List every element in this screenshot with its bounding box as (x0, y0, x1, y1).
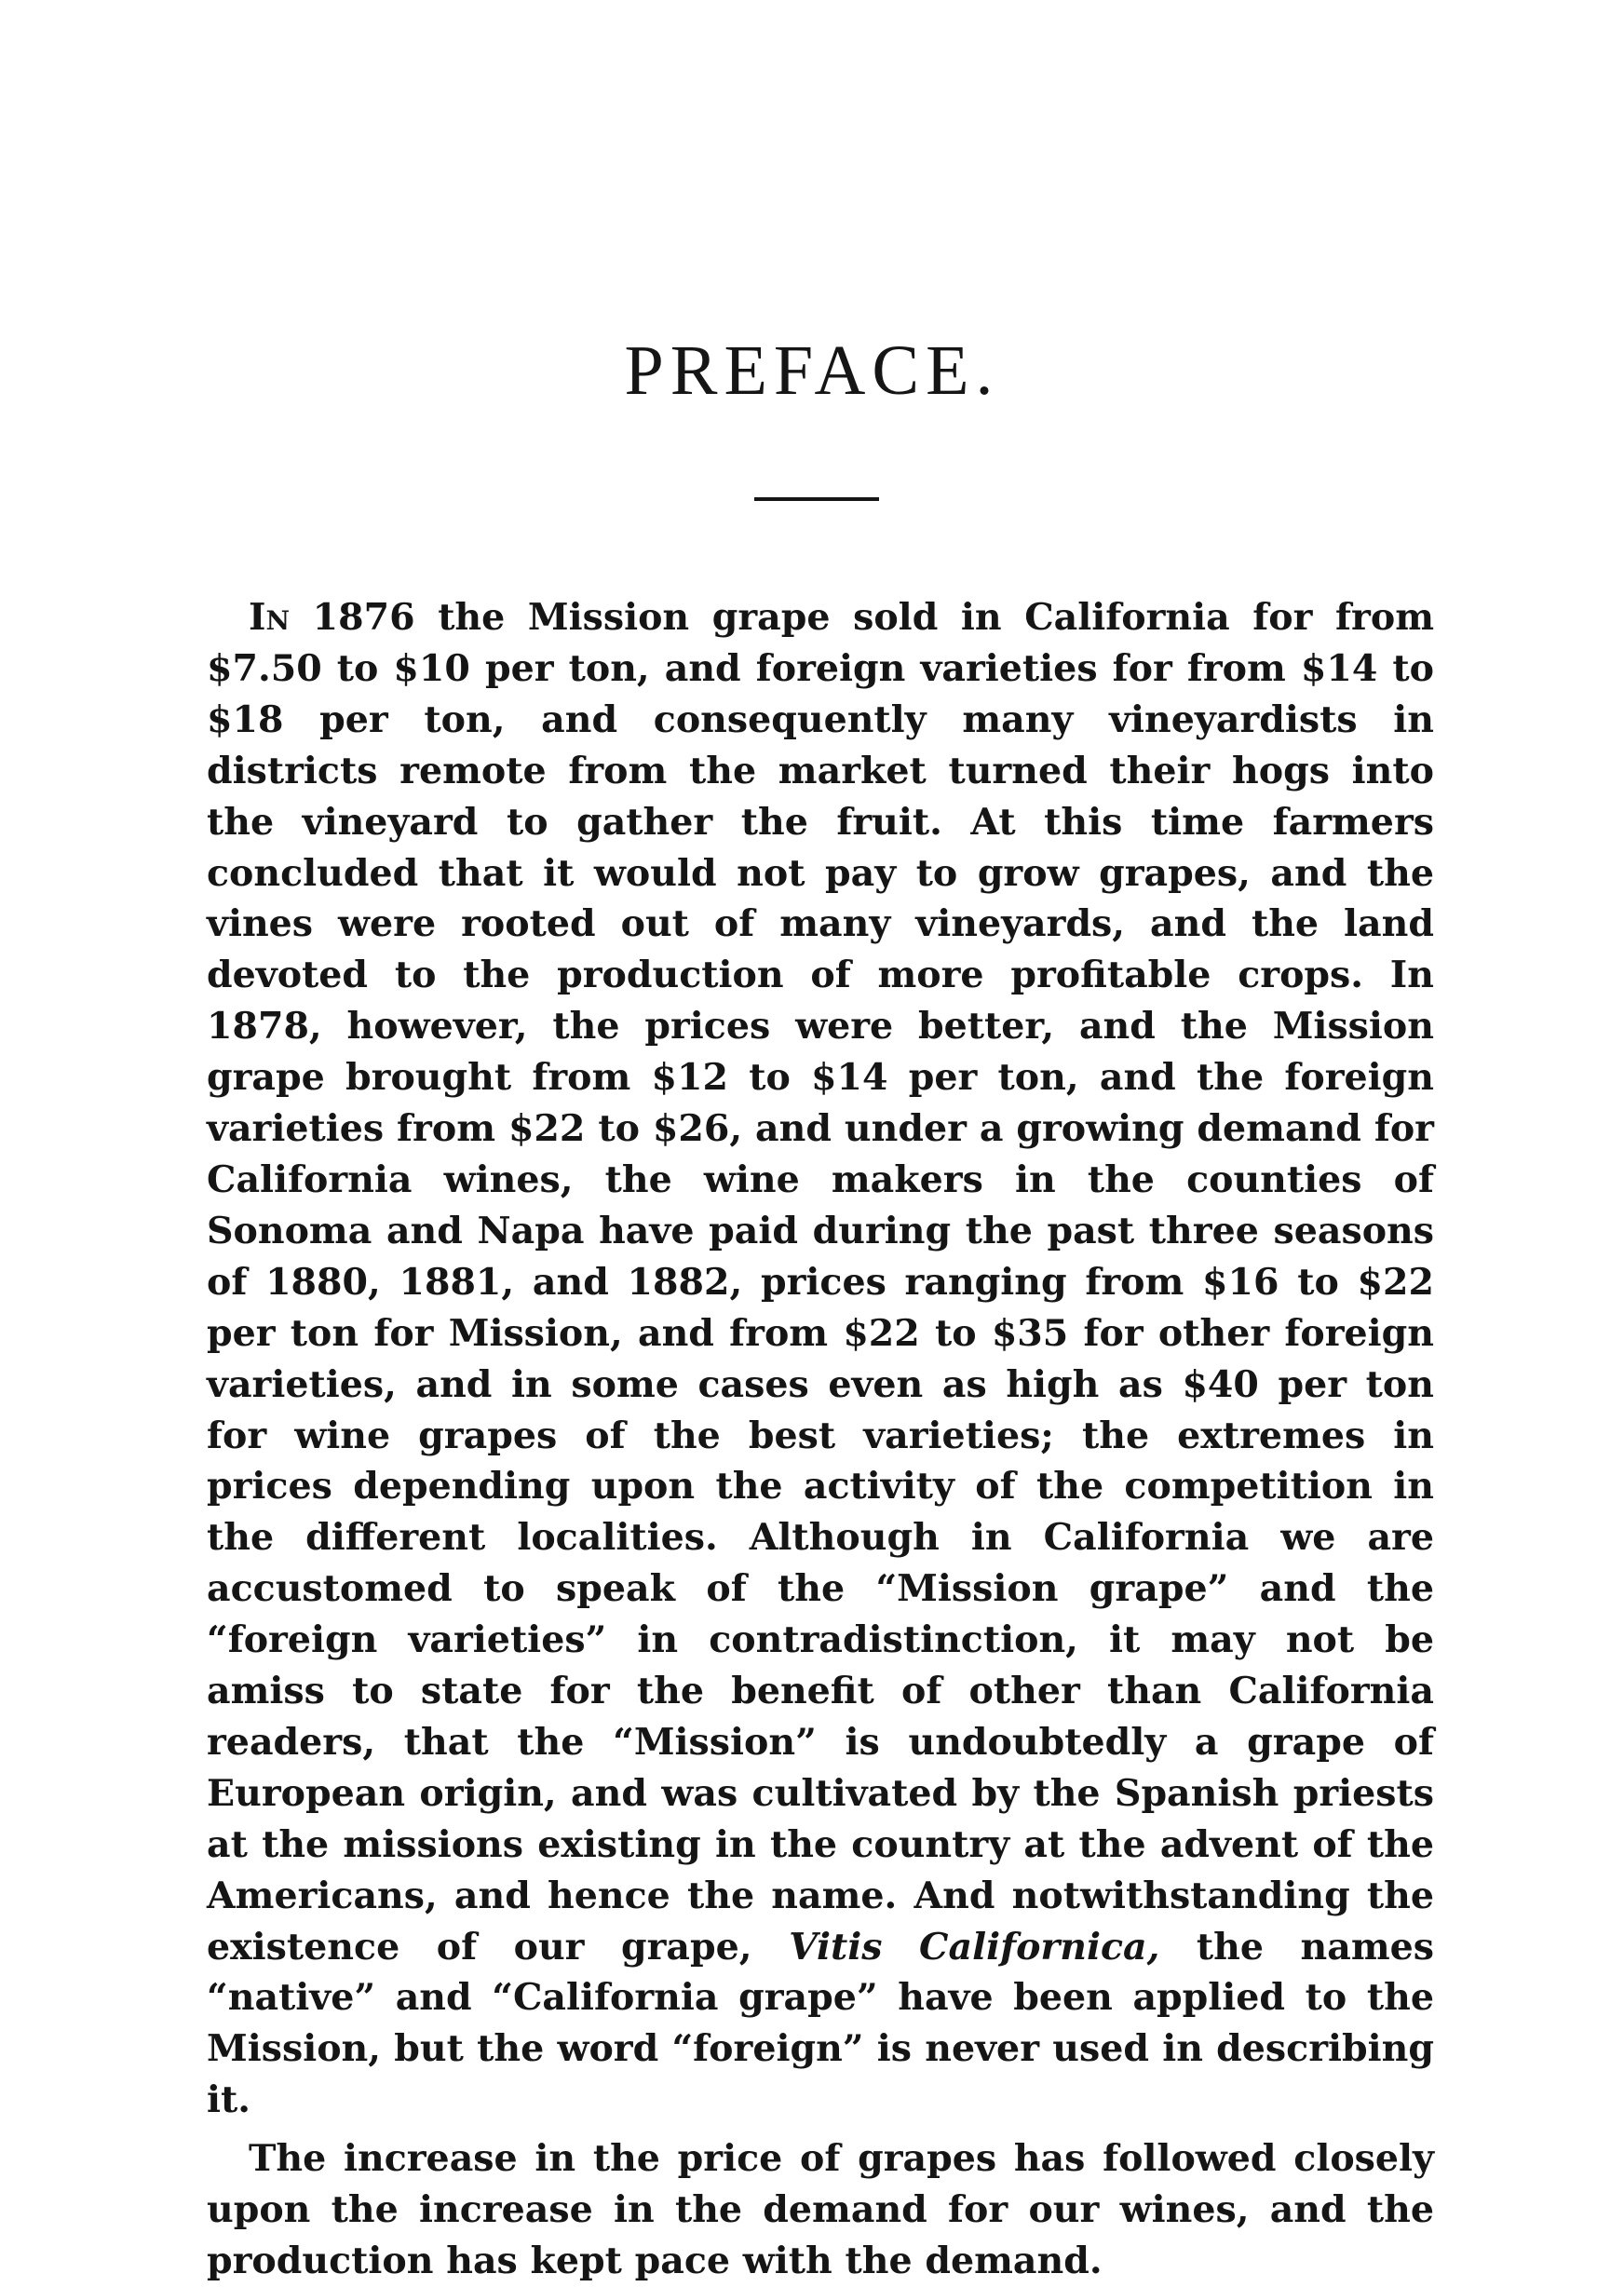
paragraph-1-text-b: the names “native” and “California grape” have been applied to the Mission, but the word “foreign” is never used in describing it. (207, 1925, 1435, 2122)
page-title: PREFACE. (624, 332, 1000, 410)
title-rule (754, 497, 879, 501)
paragraph-1 (207, 592, 1434, 2126)
paragraph-2: The increase in the price of grapes has followed closely upon the increase in the demand for our wines, and the production has kept pace with the demand. (207, 2137, 1434, 2282)
paragraph-1-text-a: 1876 the Mission grape sold in California for from $7.50 to $10 per ton, and foreign varieties for from $14 to $18 per ton, and consequently many vineyardists in districts remote from the market turned their hogs into the vineyard to gather the fruit. At this time farmers concluded that it would not pay to grow grapes, and the vines were rooted out of many vineyards, and the land devoted to the production of more profitable crops. In 1878, however, the prices were better, and the Mission grape brought from $12 to $14 per ton, and the foreign varieties from $22 to $26, and under a growing demand for California wines, the wine makers in the counties of Sonoma and Napa have paid during the past three seasons of 1880, 1881, and 1882, prices ranging from $16 to $22 per ton for Mission, and from $22 to $35 for other foreign varieties, and in some cases even as high as $40 per ton for wine grapes of the best varieties; the extremes in prices depending upon the activity of the competition in the different localities. Although in California we are accustomed to speak of the “Mission grape” and the “foreign varieties” in contradistinction, it may not be amiss to state for the benefit of other than California readers, that the “Mission” is undoubtedly a grape of European origin, and was cultivated by the Spanish priests at the missions existing in the country at the advent of the Americans, and hence the name. And notwithstanding the existence of our grape, (207, 596, 1434, 1969)
paragraph-1-italic-term: Vitis Californica, (789, 1925, 1160, 1969)
preface-body (207, 592, 1434, 2287)
paragraph-1-lead: In (249, 596, 291, 639)
